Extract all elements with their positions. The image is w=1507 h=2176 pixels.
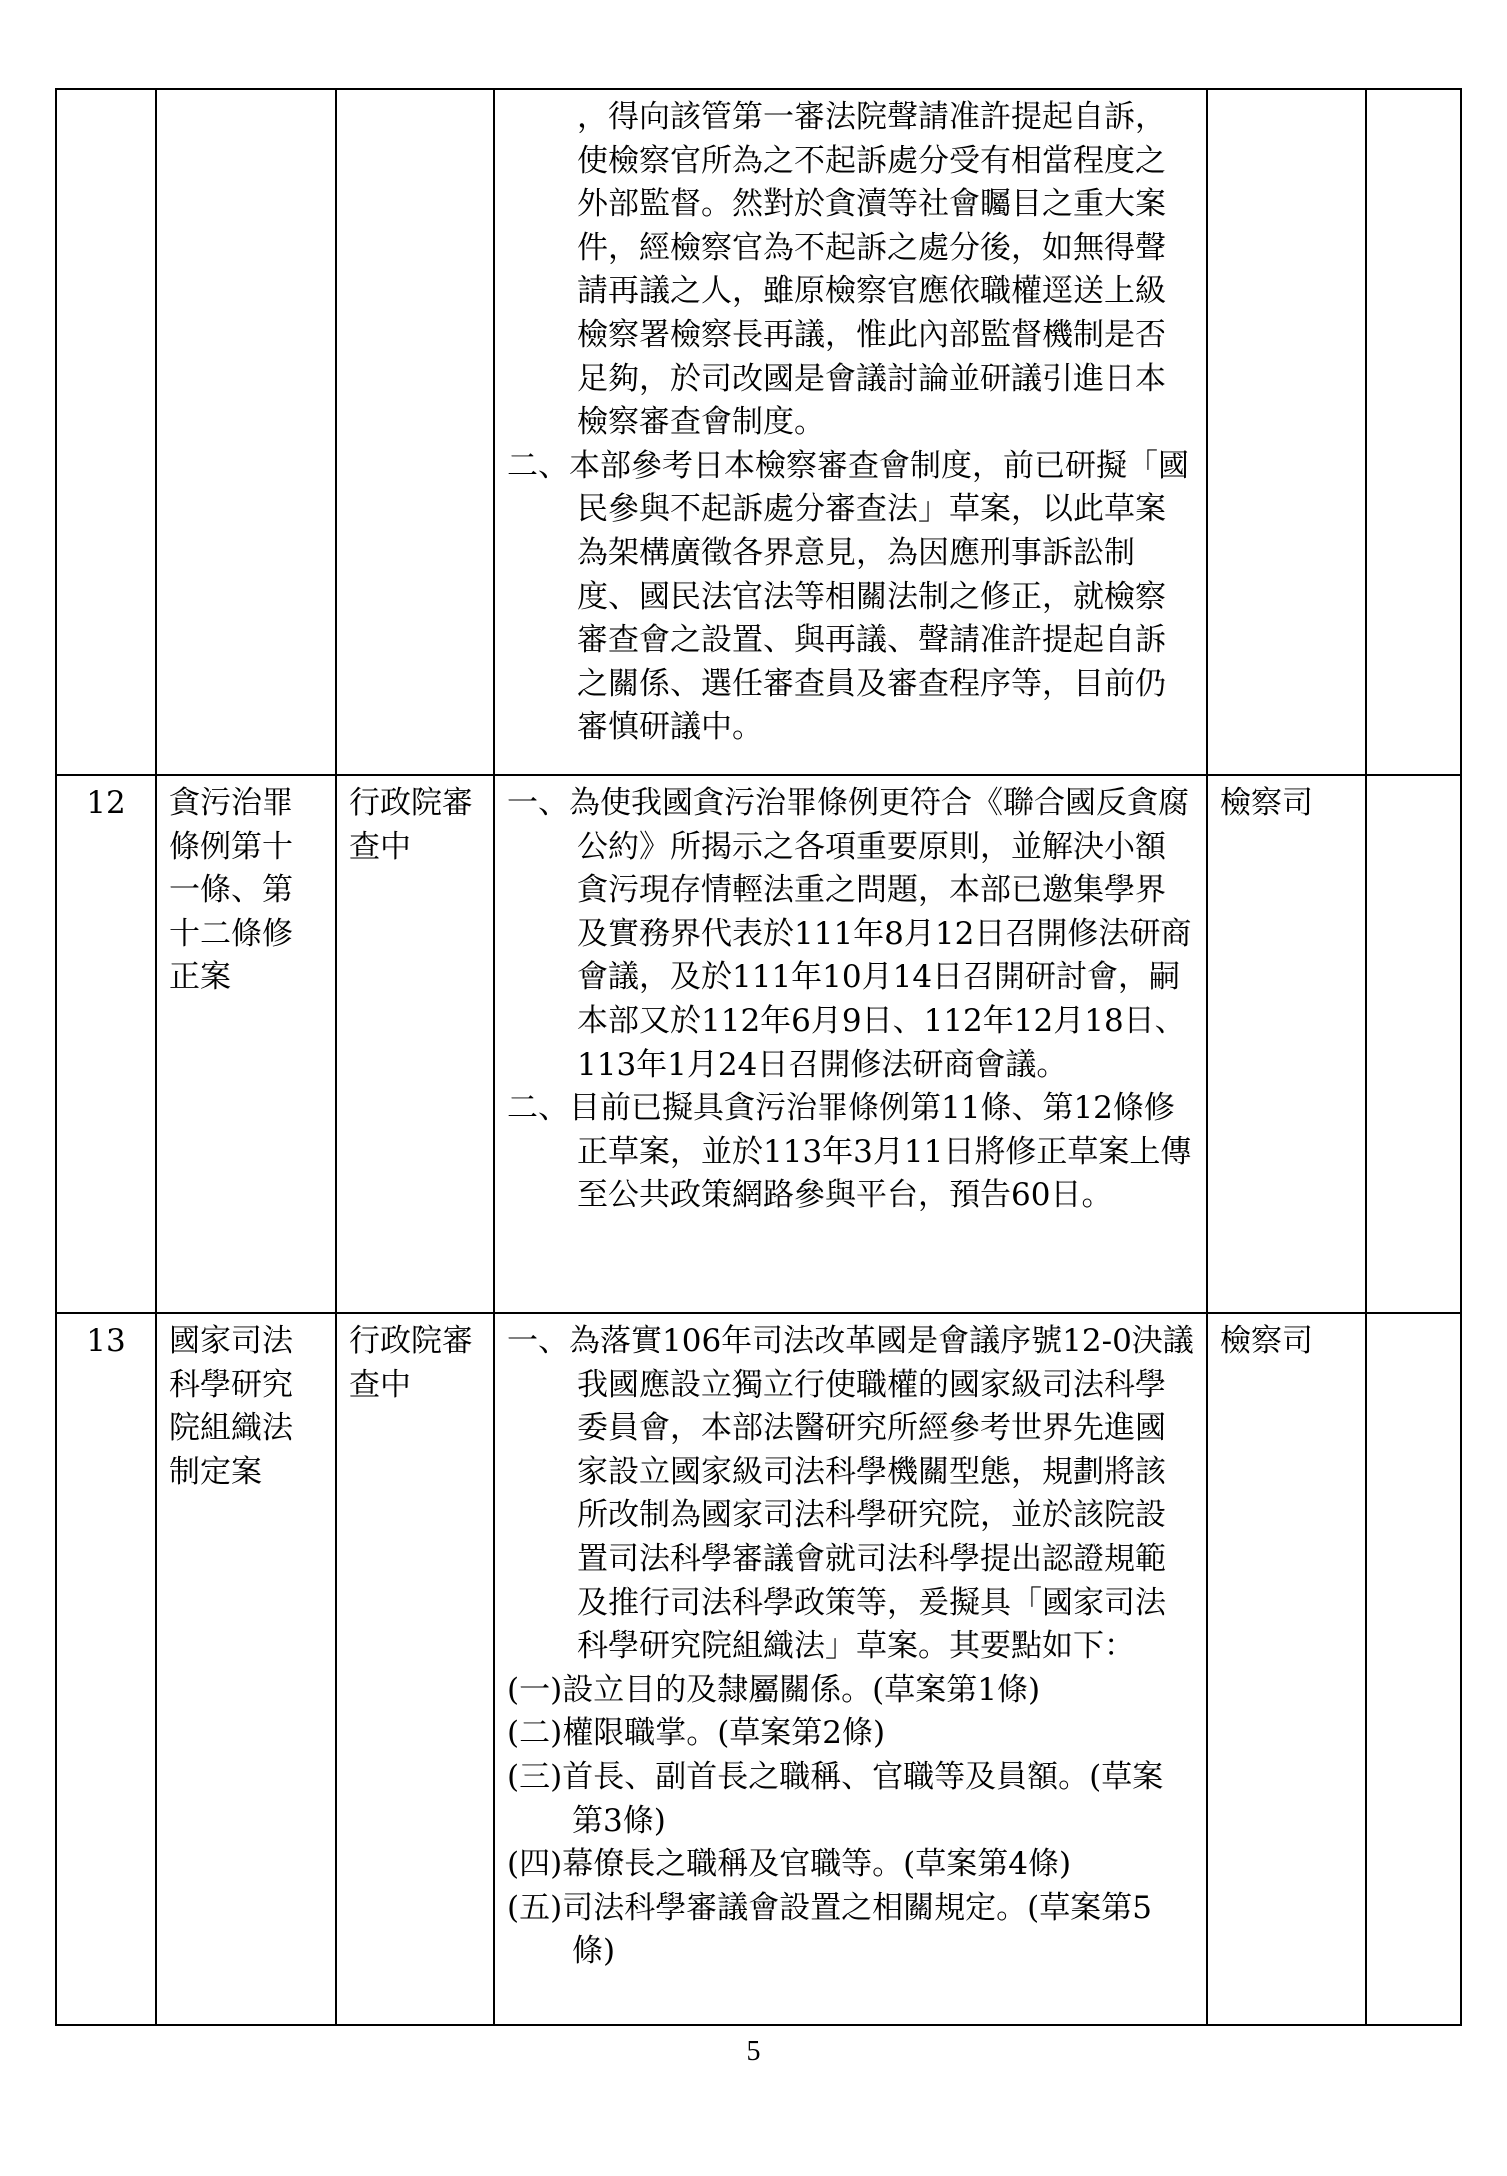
page-number: 5	[746, 2036, 761, 2067]
bill-name: 貪污治罪條例第十一條、第十二條修正案	[156, 775, 336, 1313]
description-subitem: (三)首長、副首長之職稱、官職等及員額。(草案第3條)	[507, 1758, 1164, 1839]
table-row	[56, 1313, 1461, 2025]
description-subitem: (二)權限職掌。(草案第2條)	[507, 1715, 886, 1752]
row-number: 12	[56, 775, 156, 1313]
description-paragraph: ，得向該管第一審法院聲請准許提起自訴，使檢察官所為之不起訴處分受有相當程度之外部監督。然對於貪瀆等社會矚目之重大案件，經檢察官為不起訴之處分後，如無得聲請再議之人，雖原檢察官應依職權逕送上級檢察署檢察長再議，惟此內部監督機制是否足夠，於司改國是會議討論並研議引進日本檢察審查會制度。	[577, 99, 1166, 441]
bill-status	[336, 89, 494, 775]
bill-name	[156, 89, 336, 775]
description-item: 一、為落實106年司法改革國是會議序號12-0決議我國應設立獨立行使職權的國家級司法科學委員會，本部法醫研究所經參考世界先進國家設立國家級司法科學機關型態，規劃將該所改制為國家司法科學研究院，並於該院設置司法科學審議會就司法科學提出認證規範及推行司法科學政策等，爰擬具「國家司法科學研究院組織法」草案。其要點如下：	[507, 1323, 1194, 1665]
bill-status: 行政院審查中	[336, 775, 494, 1313]
bill-description	[494, 775, 1207, 1313]
description-subitem: (一)設立目的及隸屬關係。(草案第1條)	[507, 1671, 1041, 1708]
description-item: 一、為使我國貪污治罪條例更符合《聯合國反貪腐公約》所揭示之各項重要原則，並解決小額貪污現存情輕法重之問題，本部已邀集學界及實務界代表於111年8月12日召開修法研商會議，及於111年10月14日召開研討會，嗣本部又於112年6月9日、112年12月18日、113年1月24日召開修法研商會議。	[507, 785, 1192, 1083]
remarks	[1366, 775, 1461, 1313]
row-number	[56, 89, 156, 775]
table-row	[56, 775, 1461, 1313]
document-table	[55, 88, 1462, 2026]
department: 檢察司	[1207, 775, 1366, 1313]
description-item: 二、本部參考日本檢察審查會制度，前已研擬「國民參與不起訴處分審查法」草案，以此草案為架構廣徵各界意見，為因應刑事訴訟制度、國民法官法等相關法制之修正，就檢察審查會之設置、與再議、聲請准許提起自訴之關係、選任審查員及審查程序等，目前仍審慎研議中。	[507, 447, 1189, 746]
bill-description	[494, 1313, 1207, 2025]
row-number: 13	[56, 1313, 156, 2025]
remarks	[1366, 1313, 1461, 2025]
department: 檢察司	[1207, 1313, 1366, 2025]
bill-status: 行政院審查中	[336, 1313, 494, 2025]
bill-description	[494, 89, 1207, 775]
bill-name: 國家司法科學研究院組織法制定案	[156, 1313, 336, 2025]
department	[1207, 89, 1366, 775]
description-item: 二、目前已擬具貪污治罪條例第11條、第12條修正草案，並於113年3月11日將修正草案上傳至公共政策網路參與平台，預告60日。	[507, 1090, 1192, 1214]
description-subitem: (四)幕僚長之職稱及官職等。(草案第4條)	[507, 1846, 1072, 1883]
remarks	[1366, 89, 1461, 775]
description-subitem: (五)司法科學審議會設置之相關規定。(草案第5條)	[507, 1889, 1153, 1970]
table-row	[56, 89, 1461, 775]
